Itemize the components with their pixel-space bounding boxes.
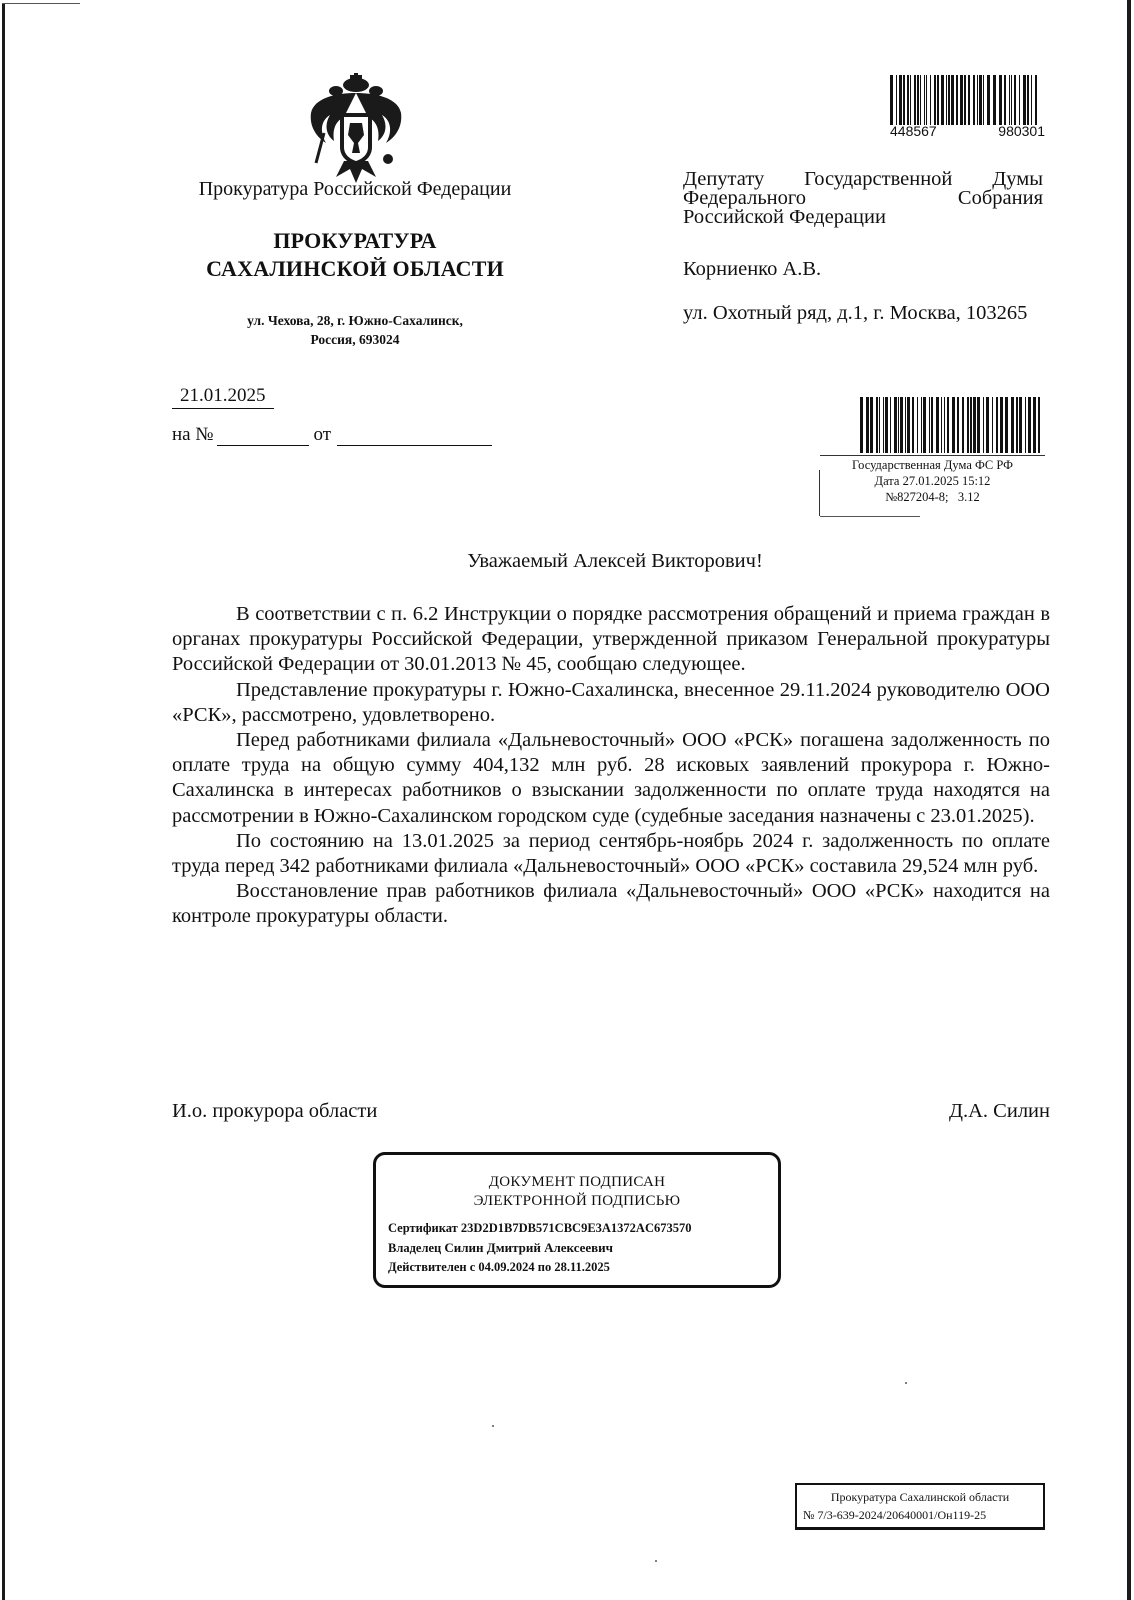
scan-edge-top xyxy=(2,3,80,4)
barcode-bar xyxy=(876,397,878,453)
barcode-number-left: 448567 xyxy=(890,123,937,139)
barcode-bar xyxy=(1004,75,1006,125)
barcode-bar xyxy=(999,75,1002,125)
barcode-bar xyxy=(941,397,942,453)
certificate-value: 23D2D1B7DB571CBC9E3A1372AC673570 xyxy=(460,1221,692,1235)
barcode-bar xyxy=(929,397,930,453)
barcode-bar xyxy=(964,75,966,125)
incoming-stamp-org: Государственная Дума ФС РФ xyxy=(852,458,1013,472)
barcode-bar xyxy=(1011,75,1012,125)
barcode-bar xyxy=(883,397,884,453)
barcode-bar xyxy=(870,397,873,453)
scan-edge-right xyxy=(1127,0,1131,1600)
barcode-bar xyxy=(890,75,893,125)
recipient-title xyxy=(683,170,1043,227)
barcode-bar xyxy=(937,75,939,125)
barcode-bar xyxy=(910,75,911,125)
validity-row xyxy=(388,1258,692,1277)
barcode-bar xyxy=(956,75,958,125)
e-signature-heading xyxy=(376,1173,778,1211)
ref-from-label: от xyxy=(313,424,332,445)
barcode-bar xyxy=(979,75,982,125)
barcode-bar xyxy=(860,397,863,453)
incoming-stamp-number: №827204-8; 3.12 xyxy=(885,490,980,504)
barcode-bar xyxy=(986,397,989,453)
barcode-bar xyxy=(920,75,921,125)
recipient-word: Государственной xyxy=(804,168,953,190)
sender-org-name xyxy=(170,227,540,283)
owner-label: Владелец xyxy=(388,1241,442,1255)
barcode-bar xyxy=(917,75,919,125)
barcode-bar xyxy=(896,75,897,125)
recipient-word: Собрания xyxy=(957,187,1043,209)
barcode-bar xyxy=(1033,397,1036,453)
barcode-bar xyxy=(1038,397,1040,453)
barcode-bar xyxy=(951,75,954,125)
barcode-bar xyxy=(948,75,950,125)
paragraph: Перед работниками филиала «Дальневосточный» ООО «РСК» погашена задолженность по оплате труда на общую сумму 404,132 млн руб. 28 исковых заявлений прокурора г. Южно-Сахалинска в интересах работников о взыскании задолженности по оплате труда находятся на рассмотрении в Южно-Сахалинском городском суде (судебные заседания назначены с 23.01.2025). xyxy=(172,729,1050,827)
barcode-bar xyxy=(890,397,891,453)
barcode-bar xyxy=(983,397,984,453)
barcode-bar xyxy=(898,397,899,453)
barcode-bar xyxy=(899,75,902,125)
barcode-bar xyxy=(894,397,897,453)
barcode-bar xyxy=(926,75,927,125)
barcode-bar xyxy=(1019,397,1022,453)
barcode-bar xyxy=(996,397,998,453)
barcode-bar xyxy=(952,397,955,453)
recipient-word: Депутату xyxy=(683,168,765,190)
barcode-bar xyxy=(1016,397,1018,453)
stamp-frame xyxy=(820,516,920,517)
ref-number-blank xyxy=(217,428,309,446)
scan-speck xyxy=(655,1560,657,1562)
barcode-bar xyxy=(1000,397,1003,453)
barcode-bar xyxy=(1019,75,1020,125)
incoming-stamp xyxy=(820,455,1045,505)
valid-from-value: 04.09.2024 xyxy=(478,1260,535,1274)
barcode-bar xyxy=(941,75,944,125)
barcode-bar xyxy=(934,75,936,125)
barcode-bar xyxy=(1025,397,1026,453)
paragraph: В соответствии с п. 6.2 Инструкции о порядке рассмотрения обращений и приема граждан в органах прокуратуры Российской Федерации, утвержденной приказом Генеральной прокуратуры Российской Федерации от 30.01.2013 № 45, сообщаю следующее. xyxy=(172,603,1050,676)
barcode-bar xyxy=(973,397,976,453)
barcode-bar xyxy=(912,397,914,453)
valid-to-value: 28.11.2025 xyxy=(554,1260,610,1274)
barcode-bar xyxy=(924,75,925,125)
barcode-bar xyxy=(1014,75,1016,125)
barcode-bar xyxy=(907,75,909,125)
barcode-duma-icon xyxy=(860,397,1042,453)
barcode-bar xyxy=(946,75,947,125)
valid-from-label: Действителен с xyxy=(388,1260,476,1274)
recipient-word: Думы xyxy=(992,168,1043,190)
e-signature-details xyxy=(388,1219,692,1277)
barcode-bar xyxy=(879,397,880,453)
barcode-bar xyxy=(885,397,888,453)
certificate-row xyxy=(388,1219,692,1238)
barcode-top-icon xyxy=(890,75,1040,125)
signatory-title: И.о. прокурора области xyxy=(172,1100,378,1122)
ref-date-blank xyxy=(337,428,492,446)
barcode-bar xyxy=(960,75,963,125)
scan-edge-left xyxy=(2,4,5,1600)
recipient-word: Федерального xyxy=(683,187,807,209)
barcode-bar xyxy=(900,397,903,453)
barcode-bar xyxy=(1027,75,1029,125)
barcode-bar xyxy=(866,397,869,453)
reference-row xyxy=(172,424,492,446)
scan-speck xyxy=(905,1382,907,1384)
sender-org-parent: Прокуратура Российской Федерации xyxy=(198,178,512,200)
owner-row xyxy=(388,1238,692,1258)
barcode-number-right: 980301 xyxy=(998,123,1045,139)
barcode-bar xyxy=(962,397,964,453)
registration-number-row xyxy=(803,1508,986,1523)
signatory-name: Д.А. Силин xyxy=(949,1100,1050,1122)
barcode-bar xyxy=(944,397,945,453)
barcode-bar xyxy=(1023,75,1026,125)
barcode-bar xyxy=(977,75,978,125)
sender-address-line2: Россия, 693024 xyxy=(310,332,400,347)
barcode-bar xyxy=(923,397,926,453)
ref-number-label: на № xyxy=(172,424,214,445)
barcode-bar xyxy=(993,75,996,125)
barcode-bar xyxy=(983,75,984,125)
barcode-bar xyxy=(931,397,933,453)
barcode-bar xyxy=(905,397,906,453)
scan-speck xyxy=(492,1425,494,1427)
barcode-bar xyxy=(903,75,905,125)
letter-body xyxy=(172,602,1050,930)
barcode-bar xyxy=(907,397,910,453)
barcode-bar xyxy=(917,397,918,453)
sender-address-line1: ул. Чехова, 28, г. Южно-Сахалинск, xyxy=(247,313,463,328)
barcode-bar xyxy=(968,75,970,125)
registration-number-label: № xyxy=(803,1508,815,1522)
recipient-name: Корниенко А.В. xyxy=(683,258,822,280)
barcode-bar xyxy=(921,397,922,453)
sender-org-name-line1: ПРОКУРАТУРА xyxy=(273,228,437,253)
barcode-bar xyxy=(914,75,916,125)
barcode-bar xyxy=(930,75,931,125)
e-signature-heading-line1: ДОКУМЕНТ ПОДПИСАН xyxy=(488,1174,666,1190)
barcode-bar xyxy=(947,397,949,453)
recipient-title-line3: Российской Федерации xyxy=(683,206,886,228)
certificate-label: Сертификат xyxy=(388,1221,458,1235)
barcode-top-numbers xyxy=(890,123,1045,139)
registration-org: Прокуратура Сахалинской области xyxy=(830,1490,1010,1504)
barcode-bar xyxy=(970,397,972,453)
barcode-bar xyxy=(936,397,939,453)
barcode-bar xyxy=(957,397,959,453)
sender-address xyxy=(170,311,540,349)
registration-number: 7/3-639-2024/20640001/Он119-25 xyxy=(817,1508,987,1522)
barcode-bar xyxy=(1035,75,1037,125)
barcode-bar xyxy=(1028,397,1031,453)
e-signature-heading-line2: ЭЛЕКТРОННОЙ ПОДПИСЬЮ xyxy=(473,1193,681,1209)
paragraph: Представление прокуратуры г. Южно-Сахалинска, внесенное 29.11.2024 руководителю ООО «РСК», рассмотрено, удовлетворено. xyxy=(172,678,1050,726)
stamp-frame xyxy=(819,470,820,516)
sender-org-name-line2: САХАЛИНСКОЙ ОБЛАСТИ xyxy=(206,256,504,281)
barcode-bar xyxy=(973,75,975,125)
incoming-stamp-date: Дата 27.01.2025 15:12 xyxy=(874,474,991,488)
barcode-bar xyxy=(992,397,993,453)
barcode-bar xyxy=(1031,75,1032,125)
barcode-bar xyxy=(1011,397,1014,453)
salutation: Уважаемый Алексей Викторович! xyxy=(467,550,763,572)
e-signature-stamp xyxy=(373,1152,781,1288)
paragraph: Восстановление прав работников филиала «Дальневосточный» ООО «РСК» находится на контроле прокуратуры области. xyxy=(172,880,1050,928)
barcode-bar xyxy=(967,397,969,453)
barcode-bar xyxy=(1005,397,1008,453)
outgoing-date: 21.01.2025 xyxy=(172,385,274,409)
barcode-bar xyxy=(977,397,980,453)
barcode-bar xyxy=(1009,75,1010,125)
valid-to-label: по xyxy=(537,1260,552,1274)
recipient-address: ул. Охотный ряд, д.1, г. Москва, 103265 xyxy=(683,302,1028,324)
barcode-bar xyxy=(987,75,990,125)
registration-stamp xyxy=(795,1483,1045,1530)
owner-value: Силин Дмитрий Алексеевич xyxy=(444,1240,614,1255)
coat-of-arms-icon xyxy=(306,73,406,185)
paragraph: По состоянию на 13.01.2025 за период сентябрь-ноябрь 2024 г. задолженность по оплате труда перед 342 работниками филиала «Дальневосточный» ООО «РСК» составила 29,524 млн руб. xyxy=(172,829,1050,878)
